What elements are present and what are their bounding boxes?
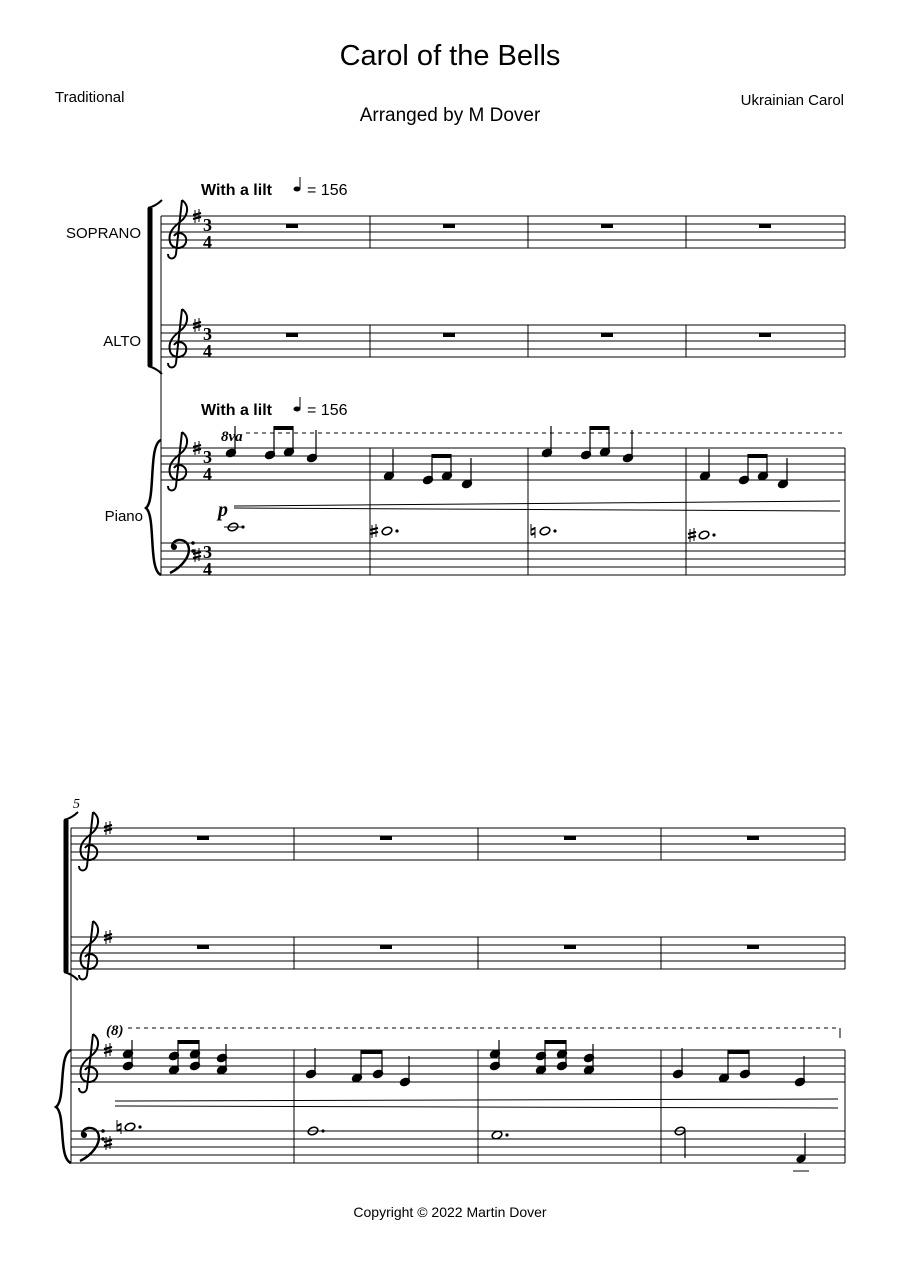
whole-rest-icon [197, 836, 209, 840]
staff-alto [161, 325, 845, 357]
bass-clef-icon [80, 1128, 105, 1161]
ottava-marking: 8va [221, 429, 243, 445]
system-1 [66, 177, 845, 579]
tempo-label-piano: With a lilt [201, 402, 272, 419]
label-alto: ALTO [103, 333, 141, 350]
whole-rest-icon [380, 945, 392, 949]
whole-rest-icon [759, 333, 771, 337]
time-sig-bottom: 4 [203, 341, 212, 361]
whole-rest-icon [443, 333, 455, 337]
page-title: Carol of the Bells [339, 40, 561, 72]
label-piano: Piano [104, 508, 143, 525]
whole-rest-icon [286, 333, 298, 337]
staff-piano-bass [161, 543, 845, 575]
whole-rest-icon [747, 836, 759, 840]
time-sig-bottom: 4 [203, 559, 212, 579]
whole-rest-icon [564, 836, 576, 840]
staff-piano-treble [161, 448, 845, 575]
system-2 [56, 797, 845, 1171]
staff-soprano-2 [71, 828, 845, 860]
whole-rest-icon [286, 224, 298, 228]
treble-clef-icon [168, 200, 187, 259]
staff-soprano [161, 216, 845, 248]
whole-rest-icon [380, 836, 392, 840]
ottava-continued: (8) [106, 1023, 124, 1039]
quarter-note-icon [294, 397, 301, 412]
tempo-bpm-choir: = 156 [307, 182, 348, 199]
quarter-note-icon [294, 177, 301, 192]
tempo-bpm-piano: = 156 [307, 402, 348, 419]
left-credit: Traditional [55, 89, 125, 106]
time-sig-top: 3 [203, 447, 212, 467]
tempo-label-choir: With a lilt [201, 182, 272, 199]
whole-rest-icon [747, 945, 759, 949]
time-sig-top: 3 [203, 542, 212, 562]
treble-clef-icon [79, 1034, 98, 1093]
treble-clef-icon [79, 921, 98, 980]
piano-treble-notes-2 [122, 1040, 805, 1087]
treble-clef-icon [168, 309, 187, 368]
whole-rest-icon [197, 945, 209, 949]
time-sig-top: 3 [203, 324, 212, 344]
copyright-notice: Copyright © 2022 Martin Dover [353, 1204, 547, 1220]
dynamic-marking: p [218, 499, 228, 521]
right-credit: Ukrainian Carol [740, 92, 844, 109]
time-sig-bottom: 4 [203, 232, 212, 252]
arranger-credit: Arranged by M Dover [359, 105, 541, 126]
treble-clef-icon [79, 812, 98, 871]
treble-clef-icon [168, 432, 187, 491]
key-sharp-icon [104, 1136, 112, 1150]
measure-number: 5 [73, 797, 80, 812]
staff-alto-2 [71, 937, 845, 969]
whole-rest-icon [443, 224, 455, 228]
label-soprano: SOPRANO [65, 225, 141, 242]
time-sig-top: 3 [203, 215, 212, 235]
time-sig-bottom: 4 [203, 464, 212, 484]
whole-rest-icon [759, 224, 771, 228]
piano-bass-notes [224, 522, 716, 542]
whole-rest-icon [564, 945, 576, 949]
bass-clef-icon [170, 540, 195, 573]
whole-rest-icon [601, 333, 613, 337]
staff-piano-bass-2 [71, 1131, 845, 1163]
whole-rest-icon [601, 224, 613, 228]
